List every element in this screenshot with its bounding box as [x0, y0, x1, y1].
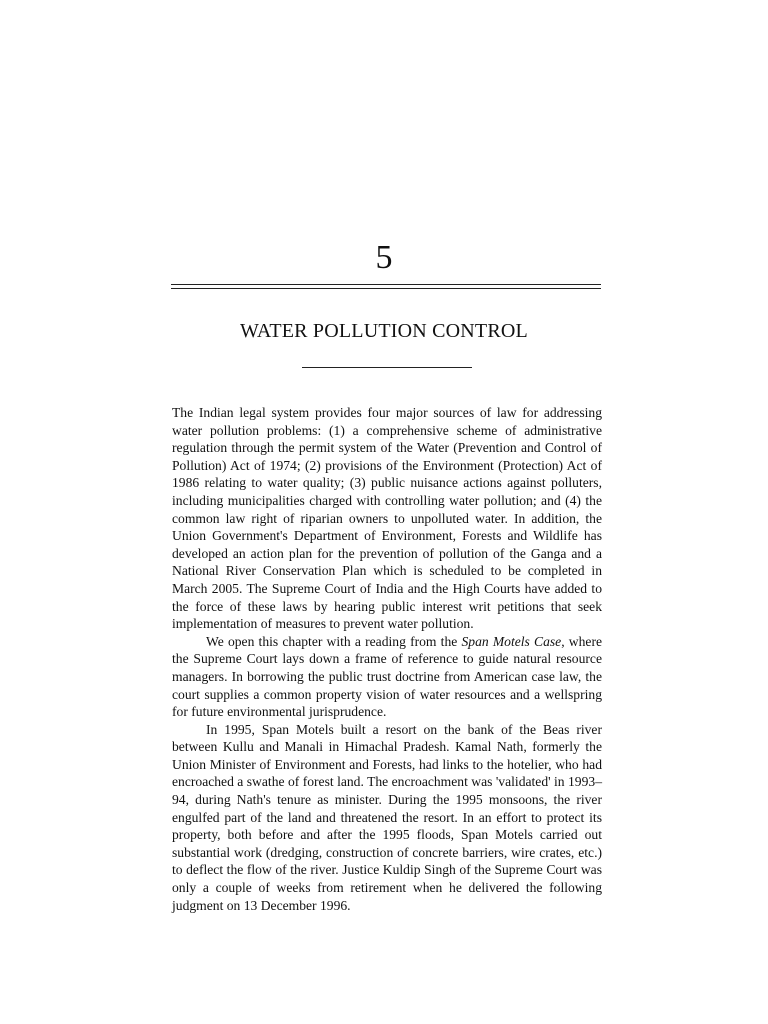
chapter-number: 5 — [375, 239, 393, 276]
case-name: Span Motels Case — [461, 633, 562, 649]
paragraph-3: In 1995, Span Motels built a resort on the bank of the Beas river between Kullu and Manali in Himachal Pradesh. Kamal Nath, formerly the Union Minister of Environment and Forests, had links to the hotelier, who had encroached a swathe of forest land. The encroachment was 'validated' in 1993–94, during Nath's tenure as minister. During the 1995 monsoons, the river engulfed part of the land and threatened the resort. In an effort to protect its property, both before and after the 1995 floods, Span Motels carried out substantial work (dredging, construction of concrete barriers, wire crates, etc.) to deflect the flow of the river. Justice Kuldip Singh of the Supreme Court was only a couple of weeks from retirement when he delivered the following judgment on 13 December 1996. — [172, 721, 602, 913]
paragraph-2-after: , where the Supreme Court lays down a frame of reference to guide natural resource managers. In borrowing the public trust doctrine from American case law, the court supplies a common property vision of water resources and a wellspring for future environmental jurisprudence. — [172, 633, 603, 720]
chapter-body — [172, 404, 602, 914]
title-underline-rule — [302, 367, 472, 368]
paragraph-2-before: We open this chapter with a reading from the — [206, 633, 462, 649]
chapter-double-rule — [171, 284, 601, 289]
chapter-title: WATER POLLUTION CONTROL — [240, 320, 528, 342]
paragraph-1: The Indian legal system provides four major sources of law for addressing water pollution problems: (1) a comprehensive scheme of administrative regulation through the permit system of the Water (Prevention and Control of Pollution) Act of 1974; (2) provisions of the Environment (Protection) Act of 1986 relating to water quality; (3) public nuisance actions against polluters, including municipalities charged with controlling water pollution; and (4) the common law right of riparian owners to unpolluted water. In addition, the Union Government's Department of Environment, Forests and Wildlife has developed an action plan for the prevention of pollution of the Ganga and a National River Conservation Plan which is scheduled to be completed in March 2005. The Supreme Court of India and the High Courts have added to the force of these laws by hearing public interest writ petitions that seek implementation of measures to prevent water pollution. — [172, 405, 602, 632]
paragraph-2 — [172, 633, 602, 721]
